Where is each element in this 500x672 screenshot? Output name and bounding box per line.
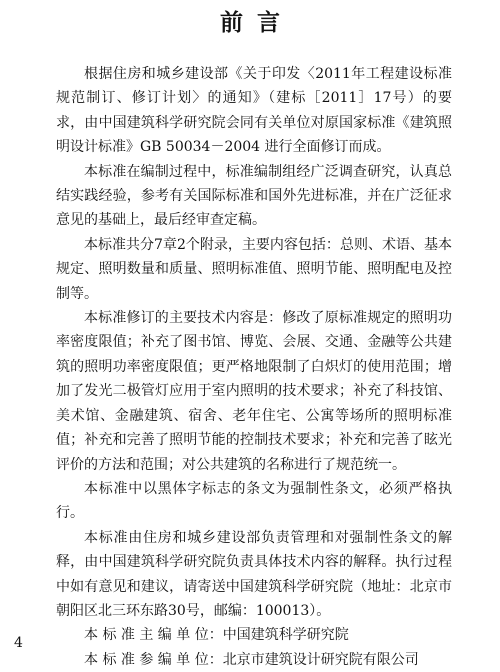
paragraph-administration: 本标准由住房和城乡建设部负责管理和对强制性条文的解释，由中国建筑科学研究院负责具体技术内容的解释。执行过程中如有意见和建议，请寄送中国建筑科学研究院（地址：北京市朝阳区北三环东路30号，邮编：100013）。 [56,529,452,619]
page-number: 4 [14,635,23,651]
page-title: 前言 [220,10,294,36]
document-body [56,62,452,672]
participant-unit: 本 标 准 参 编 单 位：北京市建筑设计研究院有限公司 [84,651,419,668]
chief-editor-unit: 本 标 准 主 编 单 位：中国建筑科学研究院 [84,627,349,644]
paragraph-revision-basis: 根据住房和城乡建设部《关于印发〈2011年工程建设标准规范制订、修订计划〉的通知》（建标［2011］17号）的要求，由中国建筑科学研究院会同有关单位对原国家标准《建筑照明设计标准》GB 50034－2004 进行全面修订而成。 [56,66,452,156]
paragraph-contents: 本标准共分7章2个附录，主要内容包括：总则、术语、基本规定、照明数量和质量、照明标准值、照明节能、照明配电及控制等。 [56,236,452,302]
paragraph-compilation-process: 本标准在编制过程中，标准编制组经广泛调查研究，认真总结实践经验，参考有关国际标准和国外先进标准，并在广泛征求意见的基础上，最后经审查定稿。 [56,163,452,229]
paragraph-revision-items: 本标准修订的主要技术内容是：修改了原标准规定的照明功率密度限值；补充了图书馆、博览、会展、交通、金融等公共建筑的照明功率密度限值；更严格地限制了白炽灯的使用范围；增加了发光二极管灯应用于室内照明的技术要求；补充了科技馆、美术馆、金融建筑、宿舍、老年住宅、公寓等场所的照明标准值；补充和完善了照明节能的控制技术要求；补充和完善了眩光评价的方法和范围；对公共建筑的名称进行了规范统一。 [56,310,452,473]
paragraph-mandatory-clauses: 本标准中以黑体字标志的条文为强制性条文，必须严格执行。 [56,480,452,522]
